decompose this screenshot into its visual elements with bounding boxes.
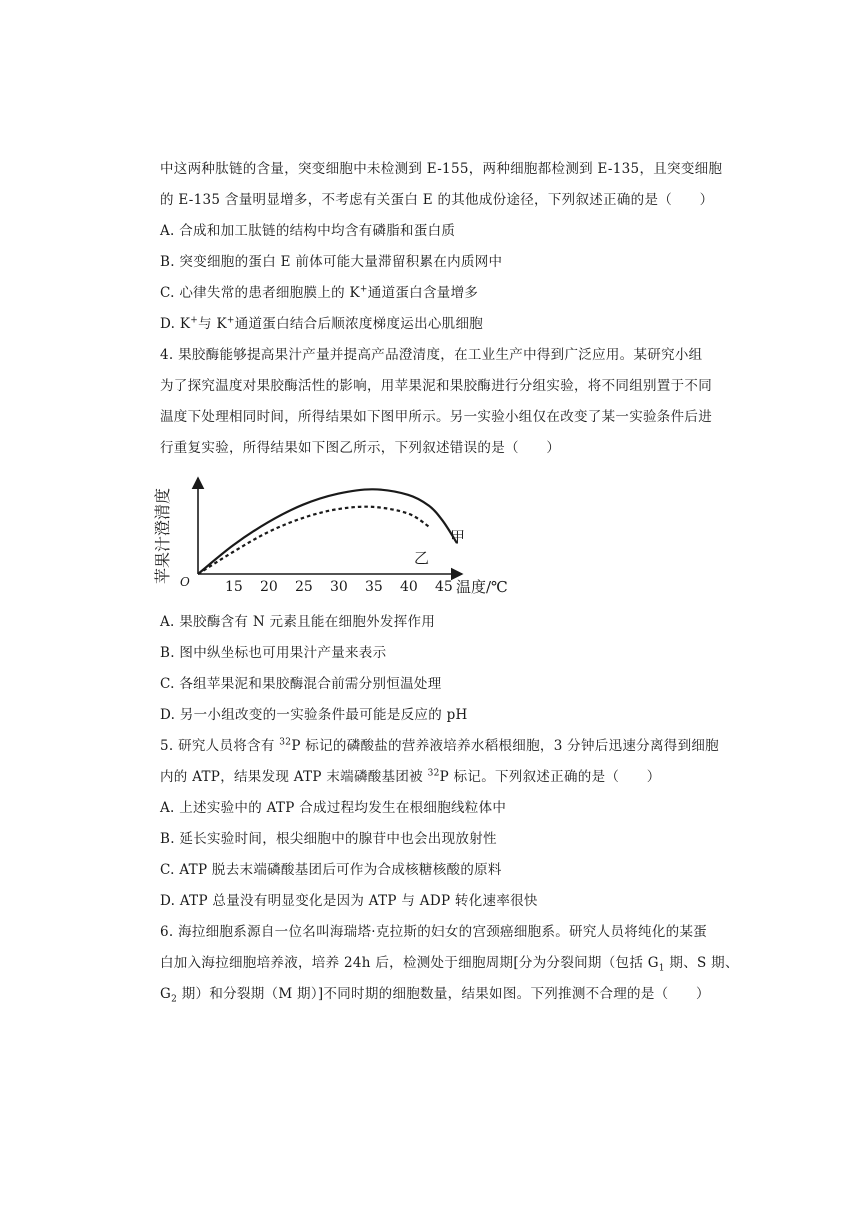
q3-option-c-text: C. 心律失常的患者细胞膜上的 K (160, 285, 360, 301)
q4-stem-line-1: 4. 果胶酶能够提高果汁产量并提高产品澄清度，在工业生产中得到广泛应用。某研究小组 (160, 347, 703, 363)
q4-stem-line-4: 行重复实验，所得结果如下图乙所示，下列叙述错误的是（ ） (160, 440, 561, 456)
q6-stem-line-2 (160, 954, 739, 972)
q5-stem-line-2-sup: 32 (427, 768, 440, 779)
x-tick-label: 30 (330, 579, 348, 595)
x-tick-label: 25 (295, 579, 313, 595)
q4-option-a: A. 果胶酶含有 N 元素且能在细胞外发挥作用 (160, 614, 436, 630)
series-line-yi (198, 507, 429, 574)
q6-stem-line-1: 6. 海拉细胞系源自一位名叫海瑞塔·克拉斯的妇女的宫颈癌细胞系。研究人员将纯化的某蛋 (160, 924, 708, 940)
q6-stem-line-3-sub: 2 (171, 994, 178, 1005)
q5-stem-line-1-text: 5. 研究人员将含有 (160, 738, 280, 754)
q4-figure (150, 466, 530, 606)
q3-option-d-tail: 通道蛋白结合后顺浓度梯度运出心肌细胞 (234, 316, 484, 332)
series-label-yi: 乙 (414, 549, 430, 567)
q3-option-c-sup: + (359, 284, 368, 295)
q4-stem-line-3: 温度下处理相同时间，所得结果如下图甲所示。另一实验小组仅在改变了某一实验条件后进 (160, 409, 712, 425)
x-axis-label: 温度/℃ (456, 578, 508, 596)
q5-option-a: A. 上述实验中的 ATP 合成过程均发生在根细胞线粒体中 (160, 800, 507, 816)
q5-stem-line-2-text: 内的 ATP，结果发现 ATP 末端磷酸基团被 (160, 769, 428, 785)
q5-stem-line-1-sup: 32 (279, 737, 292, 748)
q3-option-d-sup-2: + (226, 315, 235, 326)
q3-option-c (160, 284, 478, 302)
x-tick-label: 15 (225, 579, 243, 595)
q6-stem-line-3 (160, 985, 710, 1003)
clarity-temperature-chart (150, 466, 530, 606)
q6-stem-line-2-tail: 期、S 期、 (664, 955, 739, 971)
q3-option-d-mid: 与 K (198, 316, 227, 332)
q4-option-c: C. 各组苹果泥和果胶酶混合前需分别恒温处理 (160, 676, 442, 692)
q3-stem-line-1: 中这两种肽链的含量，突变细胞中未检测到 E-155，两种细胞都检测到 E-135，且突变细胞 (160, 161, 723, 177)
q3-option-c-tail: 通道蛋白含量增多 (367, 285, 479, 301)
q6-stem-line-3-tail: 期）和分裂期（M 期）]不同时期的细胞数量，结果如图。下列推测不合理的是（ ） (177, 986, 710, 1002)
q4-option-d: D. 另一小组改变的一实验条件最可能是反应的 pH (160, 707, 468, 723)
y-axis-label: 苹果汁澄清度 (153, 487, 172, 584)
q5-option-c: C. ATP 脱去末端磷酸基团后可作为合成核糖核酸的原料 (160, 862, 502, 878)
q3-option-d (160, 315, 483, 333)
q4-stem-line-2: 为了探究温度对果胶酶活性的影响，用苹果泥和果胶酶进行分组实验，将不同组别置于不同 (160, 378, 712, 394)
q5-stem-line-2-tail: P 标记。下列叙述正确的是（ ） (439, 769, 661, 785)
q6-stem-line-3-text: G (160, 986, 172, 1002)
x-tick-label: 35 (365, 579, 383, 595)
q6-stem-line-2-sub: 1 (658, 963, 665, 974)
q3-option-b: B. 突变细胞的蛋白 E 前体可能大量滞留积累在内质网中 (160, 254, 503, 270)
q3-option-d-sup-1: + (190, 315, 199, 326)
q6-stem-line-2-text: 白加入海拉细胞培养液，培养 24h 后，检测处于细胞周期[分为分裂间期（包括 G (160, 955, 659, 971)
series-label-jia: 甲 (450, 528, 466, 546)
q5-option-b: B. 延长实验时间，根尖细胞中的腺苷中也会出现放射性 (160, 831, 497, 847)
origin-label: O (180, 575, 190, 589)
x-tick-label: 45 (435, 579, 453, 595)
q3-option-a: A. 合成和加工肽链的结构中均含有磷脂和蛋白质 (160, 223, 456, 239)
q5-stem-line-1 (160, 737, 719, 755)
x-tick-label: 40 (400, 579, 418, 595)
q3-stem-line-2: 的 E-135 含量明显增多，不考虑有关蛋白 E 的其他成份途径，下列叙述正确的是（ ） (160, 192, 714, 208)
x-tick-label: 20 (260, 579, 278, 595)
q3-option-d-text: D. K (160, 316, 191, 332)
q4-option-b: B. 图中纵坐标也可用果汁产量来表示 (160, 645, 387, 661)
q5-stem-line-1-tail: P 标记的磷酸盐的营养液培养水稻根细胞，3 分钟后迅速分离得到细胞 (291, 738, 719, 754)
q5-option-d: D. ATP 总量没有明显变化是因为 ATP 与 ADP 转化速率很快 (160, 893, 538, 909)
q5-stem-line-2 (160, 768, 661, 786)
